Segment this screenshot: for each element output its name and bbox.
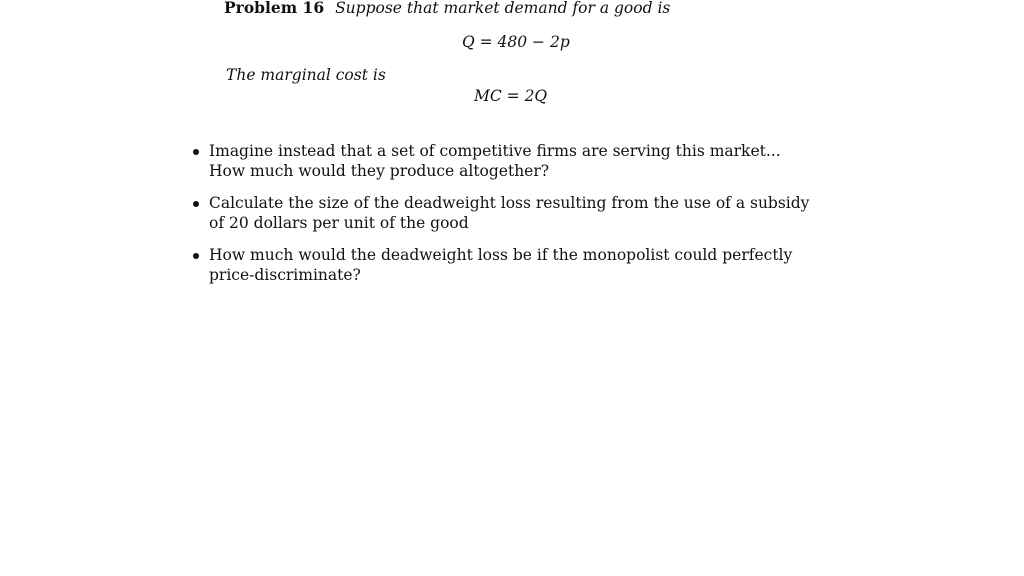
question-line: How much would the deadweight loss be if the monopolist could perfectly [209, 246, 793, 264]
bullet-icon [193, 201, 199, 207]
question-line: Imagine instead that a set of competitive firms are serving this market... [209, 142, 781, 160]
question-item [190, 193, 810, 233]
bullet-icon [193, 253, 199, 259]
marginal-cost-text: The marginal cost is [226, 66, 386, 84]
question-line: price-discriminate? [209, 266, 361, 284]
demand-equation: Q = 480 − 2p [462, 33, 570, 51]
question-list [190, 141, 810, 297]
question-line: Calculate the size of the deadweight loss resulting from the use of a subsidy [209, 194, 810, 212]
question-item [190, 141, 781, 181]
question-item [190, 245, 793, 285]
problem-intro: Suppose that market demand for a good is [335, 0, 671, 17]
problem-statement [224, 0, 670, 17]
marginal-cost-equation: MC = 2Q [474, 87, 548, 105]
bullet-icon [193, 149, 199, 155]
problem-label: Problem 16 [224, 0, 325, 17]
question-line: of 20 dollars per unit of the good [209, 214, 469, 232]
question-line: How much would they produce altogether? [209, 162, 550, 180]
